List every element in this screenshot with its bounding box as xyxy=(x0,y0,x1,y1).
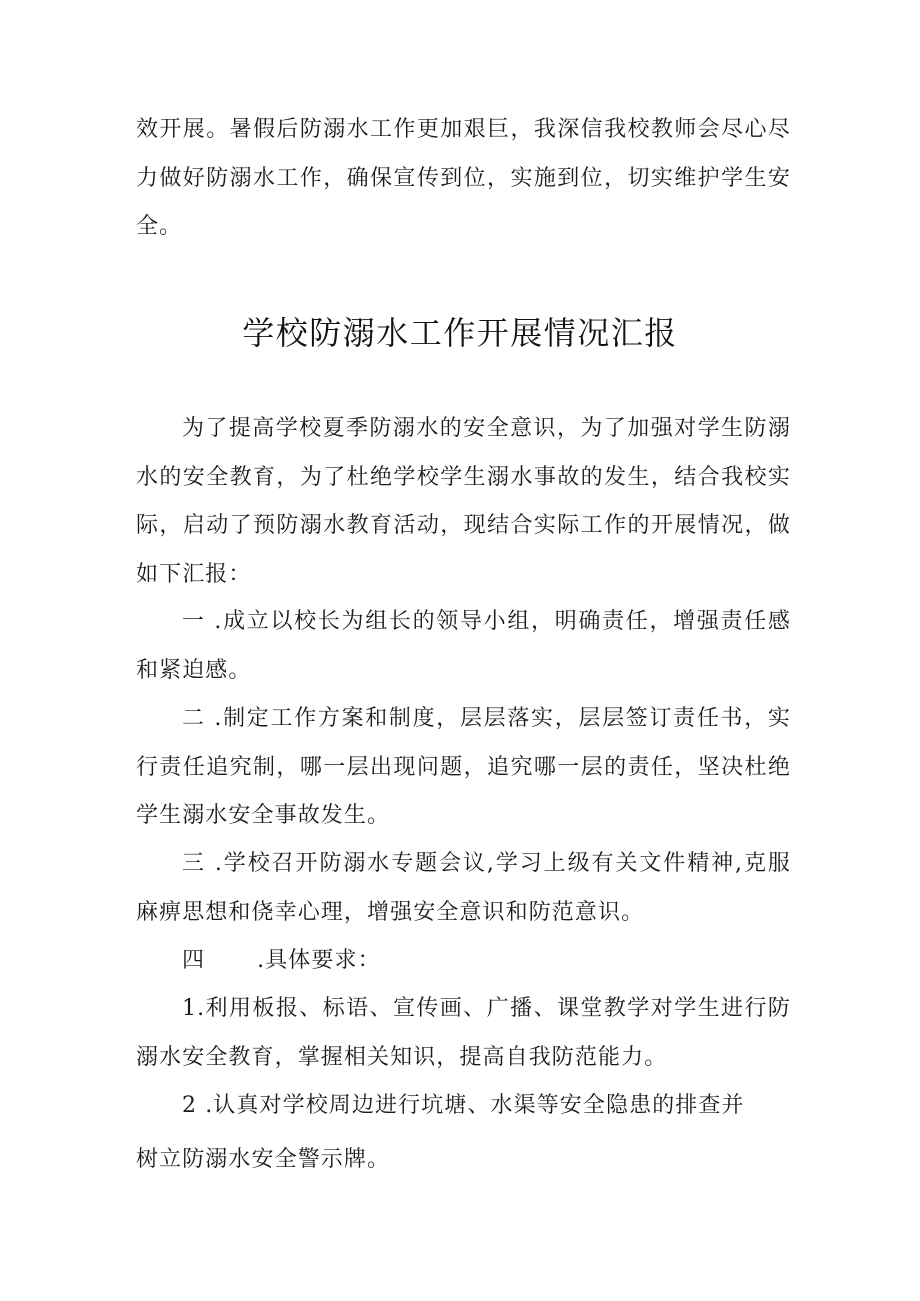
section-text: .学校召开防溺水专题会议,学习上级有关文件精神,克服麻痹思想和侥幸心理，增强安全意识和防范意识。 xyxy=(136,851,791,925)
requirement-text: .利用板报、标语、宣传画、广播、课堂教学对学生进行防溺水安全教育，掌握相关知识，提高自我防范能力。 xyxy=(136,996,791,1070)
requirement-paragraph-1 xyxy=(136,985,791,1082)
section-marker: 二 xyxy=(182,706,206,731)
section-paragraph-1 xyxy=(136,598,791,695)
section-paragraph-4 xyxy=(136,937,791,986)
page-title: 学校防溺水工作开展情况汇报 xyxy=(242,314,678,352)
section-text: .制定工作方案和制度，层层落实，层层签订责任书，实行责任追究制，哪一层出现问题，追究哪一层的责任，坚决杜绝学生溺水安全事故发生。 xyxy=(136,706,792,828)
section-paragraph-3 xyxy=(136,840,791,937)
continuation-paragraph: 效开展。暑假后防溺水工作更加艰巨，我深信我校教师会尽心尽力做好防溺水工作，确保宣传到位，实施到位，切实维护学生安全。 xyxy=(136,117,791,239)
section-text: .具体要求： xyxy=(257,948,381,973)
section-paragraph-2 xyxy=(136,695,791,841)
requirement-continuation: 树立防溺水安全警示牌。 xyxy=(136,1147,391,1172)
requirement-text: 认真对学校周边进行坑塘、水渠等安全隐患的排查并 xyxy=(213,1093,745,1118)
section-marker: 四 xyxy=(182,948,206,973)
section-marker: 一 xyxy=(182,609,206,634)
section-marker: 三 xyxy=(182,851,206,876)
intro-paragraph: 为了提高学校夏季防溺水的安全意识，为了加强对学生防溺水的安全教育，为了杜绝学校学生溺水事故的发生，结合我校实际，启动了预防溺水教育活动，现结合实际工作的开展情况，做如下汇报： xyxy=(136,416,791,587)
requirement-marker: 1 xyxy=(182,996,198,1021)
requirement-paragraph-2: 2 .认真对学校周边进行坑塘、水渠等安全隐患的排查并 xyxy=(182,1093,745,1118)
requirement-marker: 2 xyxy=(182,1093,198,1118)
section-text: .成立以校长为组长的领导小组，明确责任，增强责任感和紧迫感。 xyxy=(136,609,792,683)
